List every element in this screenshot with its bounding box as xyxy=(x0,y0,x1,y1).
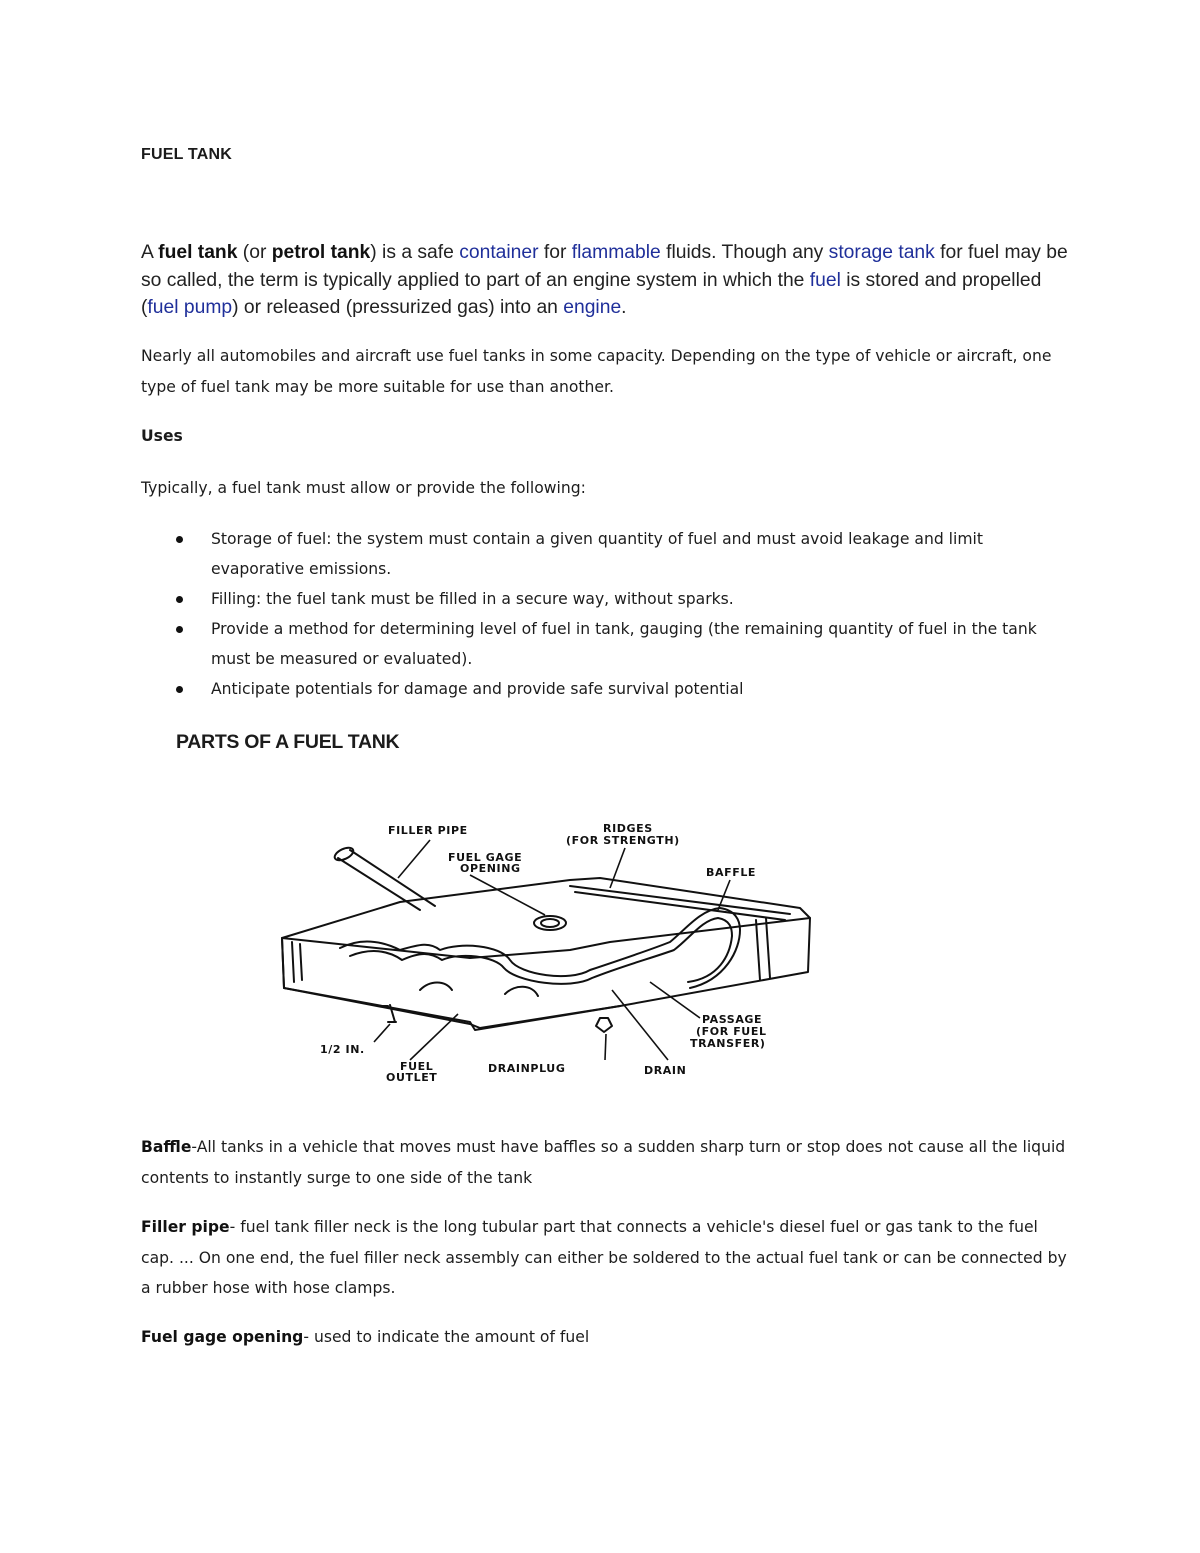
tank-right-inner-2 xyxy=(766,918,770,978)
intro-text: ) is a safe xyxy=(370,242,460,263)
label-fuel-outlet-sub: OUTLET xyxy=(386,1071,438,1084)
label-ridges-sub: (FOR STRENGTH) xyxy=(566,834,680,847)
term-definition: fuel tank filler neck is the long tubular part that connects a vehicle's diesel fuel or gas tank to the fuel cap. ... On one end, the fuel filler neck assembly can either be soldered to the actual fuel tank or can be connected by a rubber hose with hose clamps. xyxy=(141,1218,1067,1297)
label-drain: DRAIN xyxy=(644,1064,687,1077)
link-engine[interactable]: engine xyxy=(563,297,622,318)
label-passage-sub-2: TRANSFER) xyxy=(690,1037,766,1050)
intro-text: . xyxy=(621,297,627,318)
term-baffle xyxy=(141,1132,1071,1193)
link-fuel[interactable]: fuel xyxy=(809,269,841,291)
leader-half-inch xyxy=(374,1024,390,1042)
intro-text: fluids. Though any xyxy=(660,242,829,263)
term-sep: - xyxy=(303,1328,314,1346)
term-name: Filler pipe xyxy=(141,1218,230,1236)
tank-front-edge xyxy=(282,938,284,988)
intro-text: for fuel may be so called, the term is typically applied to part of an engine system in which the xyxy=(141,242,1068,291)
intro-text: ) or released (pressurized gas) into an xyxy=(232,297,564,318)
label-baffle: BAFFLE xyxy=(706,866,757,879)
list-item xyxy=(141,524,1071,584)
intro-paragraph xyxy=(141,239,1071,322)
intro-text: A xyxy=(141,242,159,263)
list-item-text: Filling: the fuel tank must be filled in a secure way, without sparks. xyxy=(211,590,734,608)
term-definition: All tanks in a vehicle that moves must have baffles so a sudden sharp turn or stop does not cause all the liquid contents to instantly surge to one side of the tank xyxy=(141,1138,1066,1187)
term-name: Baffle xyxy=(141,1138,192,1156)
tank-bottom-lip xyxy=(284,988,620,1030)
term-fuel-tank: fuel tank xyxy=(158,242,238,263)
tank-right-inner xyxy=(756,920,760,980)
label-passage: PASSAGE xyxy=(702,1013,763,1026)
link-container[interactable]: container xyxy=(459,242,539,263)
link-storage-tank[interactable]: storage tank xyxy=(828,242,935,263)
filler-pipe xyxy=(338,850,435,910)
intro-text: is stored and propelled ( xyxy=(141,269,1042,318)
label-fuel-gage: FUEL GAGE xyxy=(448,851,523,864)
label-ridges: RIDGES xyxy=(603,822,653,835)
term-name: Fuel gage opening xyxy=(141,1328,304,1346)
drain-plug xyxy=(596,1018,612,1032)
bullet-icon xyxy=(176,686,183,693)
link-flammable[interactable]: flammable xyxy=(571,242,661,263)
parts-heading: PARTS OF A FUEL TANK xyxy=(176,731,400,753)
uses-heading: Uses xyxy=(141,427,183,445)
bullet-icon xyxy=(176,596,183,603)
list-item-text: Storage of fuel: the system must contain a given quantity of fuel and must avoid leakage and limit evaporative emissions. xyxy=(211,530,983,578)
leader-filler-pipe xyxy=(398,840,430,878)
list-item-text: Anticipate potentials for damage and provide safe survival potential xyxy=(211,680,744,698)
term-filler-pipe xyxy=(141,1212,1071,1304)
uses-intro: Typically, a fuel tank must allow or provide the following: xyxy=(141,479,586,497)
term-petrol-tank: petrol tank xyxy=(271,242,371,263)
document-title: FUEL TANK xyxy=(141,146,232,163)
leader-drainplug xyxy=(605,1034,606,1060)
term-definition: used to indicate the amount of fuel xyxy=(313,1328,590,1346)
term-sep: - xyxy=(229,1218,241,1236)
leader-fuel-gage xyxy=(470,875,545,915)
leader-drain xyxy=(612,990,668,1060)
tank-front-inner xyxy=(292,942,294,982)
label-passage-sub: (FOR FUEL xyxy=(696,1025,767,1038)
bullet-icon xyxy=(176,626,183,633)
list-item-text: Provide a method for determining level of fuel in tank, gauging (the remaining quantity of fuel in the tank must be measured or evaluated). xyxy=(211,620,1037,668)
intro-text: (or xyxy=(237,242,272,263)
label-half-inch: 1/2 IN. xyxy=(320,1043,365,1056)
term-fuel-gage-opening xyxy=(141,1322,1071,1353)
bottom-bump xyxy=(420,983,452,991)
uses-list xyxy=(141,524,1071,704)
bottom-bump xyxy=(505,987,538,996)
intro-text: for xyxy=(538,242,572,263)
label-fuel-gage-sub: OPENING xyxy=(460,862,521,875)
bullet-icon xyxy=(176,536,183,543)
list-item xyxy=(141,674,1071,704)
tank-front-inner-2 xyxy=(300,944,302,980)
baffle-contour xyxy=(340,908,740,988)
filler-pipe-cap xyxy=(333,845,355,863)
automobiles-paragraph: Nearly all automobiles and aircraft use fuel tanks in some capacity. Depending on the type of vehicle or aircraft, one type of fuel tank may be more suitable for use than another. xyxy=(141,347,1052,396)
label-filler-pipe: FILLER PIPE xyxy=(388,824,468,837)
list-item xyxy=(141,614,1071,674)
label-drainplug: DRAINPLUG xyxy=(488,1062,566,1075)
list-item xyxy=(141,584,1071,614)
link-fuel-pump[interactable]: fuel pump xyxy=(147,297,233,318)
fuel-gage-opening-inner xyxy=(541,919,559,927)
ridge-line xyxy=(575,892,785,920)
label-fuel-outlet: FUEL xyxy=(400,1060,434,1073)
fuel-tank-diagram xyxy=(270,810,830,1100)
term-sep: - xyxy=(191,1138,197,1156)
leader-fuel-outlet xyxy=(410,1014,458,1060)
